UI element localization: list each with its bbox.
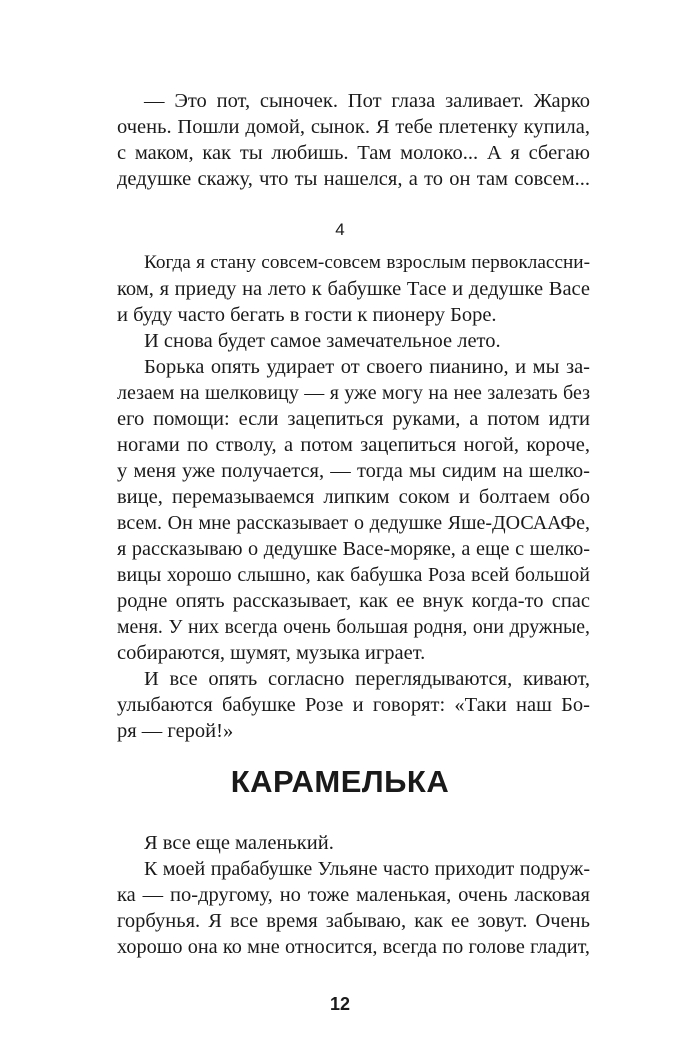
text-line: Когда я стану совсем-совсем взрослым первоклассни-	[144, 252, 590, 273]
text-line: дедушке скажу, что ты нашелся, а то он там совсем...	[117, 168, 590, 190]
text-line: — Это пот, сыночек. Пот глаза заливает. Жарко	[144, 90, 590, 112]
text-line: ка — по-другому, но тоже маленькая, очень ласковая	[117, 884, 590, 906]
text-line: улыбаются бабушке Розе и говорят: «Таки наш Бо-	[117, 694, 590, 716]
text-line: с маком, как ты любишь. Там молоко... А я сбегаю	[117, 142, 590, 164]
text-line: И снова будет самое замечательное лето.	[144, 330, 501, 352]
text-line: ком, я приеду на лето к бабушке Тасе и дедушке Васе	[117, 278, 590, 300]
text-line: Борька опять удирает от своего пианино, и мы за-	[144, 356, 590, 378]
text-line: Я все еще маленький.	[144, 832, 334, 854]
text-line: очень. Пошли домой, сынок. Я тебе плетенку купила,	[117, 116, 590, 138]
text-line: меня. У них всегда очень большая родня, они дружные,	[117, 616, 590, 638]
text-line: К моей прабабушке Ульяне часто приходит подруж-	[144, 858, 590, 880]
page-number: 12	[329, 994, 351, 1014]
text-line: его помощи: если зацепиться руками, а потом идти	[117, 408, 590, 430]
text-line: хорошо она ко мне относится, всегда по голове гладит,	[117, 936, 590, 958]
text-line: собираются, шумят, музыка играет.	[117, 642, 426, 664]
section-number: 4	[335, 220, 345, 239]
text-line: всем. Он мне рассказывает о дедушке Яше-ДОСААФе,	[117, 512, 590, 534]
text-line: горбунья. Я все время забываю, как ее зовут. Очень	[117, 910, 590, 932]
text-line: лезаем на шелковицу — я уже могу на нее залезать без	[117, 382, 590, 404]
text-line: и буду часто бегать в гости к пионеру Боре.	[117, 304, 497, 326]
text-line: И все опять согласно переглядываются, кивают,	[144, 668, 590, 690]
text-line: ногами по стволу, а потом зацепиться ногой, короче,	[117, 434, 590, 456]
text-line: я рассказываю о дедушке Васе-моряке, а еще с шелко-	[117, 538, 590, 560]
text-line: вице, перемазываемся липким соком и болтаем обо	[117, 486, 590, 508]
chapter-title: КАРАМЕЛЬКА	[230, 764, 450, 799]
text-line: родне опять рассказывает, как ее внук когда-то спас	[117, 590, 590, 612]
text-line: ря — герой!»	[117, 720, 234, 742]
text-line: у меня уже получается, — тогда мы сидим на шелко-	[117, 460, 590, 482]
text-line: вицы хорошо слышно, как бабушка Роза всей большой	[117, 564, 590, 586]
